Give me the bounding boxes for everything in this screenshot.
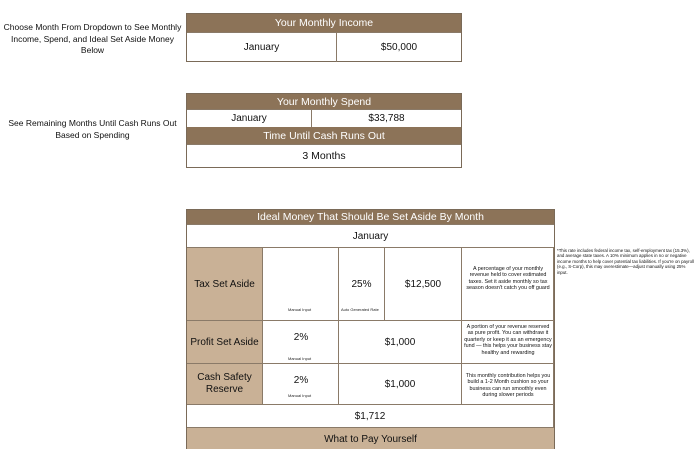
tax-description: A percentage of your monthly revenue held to cover estimated taxes. Set it aside monthly so tax season doesn't catch you off guard: [466, 266, 550, 292]
monthly-income-table: [186, 13, 462, 62]
pay-yourself-header: What to Pay Yourself: [187, 428, 554, 449]
profit-rate: 2%: [293, 331, 309, 343]
spend-month-select[interactable]: January: [187, 110, 312, 127]
monthly-income-title: Your Monthly Income: [187, 14, 461, 32]
choose-month-note: Choose Month From Dropdown to See Monthly Income, Spend, and Ideal Set Aside Money Below: [3, 22, 182, 55]
runway-title: Time Until Cash Runs Out: [187, 127, 461, 144]
tax-manual-input-label: Manual Input: [288, 307, 312, 312]
spend-amount: $33,788: [368, 113, 405, 124]
income-month-select[interactable]: January: [187, 33, 337, 62]
tax-rate-note: *This rate includes federal income tax, self-employment tax (15.3%), and average state taxes. A 10% minimum applies in no or negative income months to help cover potential tax liabilities. If you're on payroll (e.g., S-Corp), this may overestimate—adjust manually using 25% input.: [557, 248, 695, 275]
tax-rate: 25%: [339, 248, 385, 321]
cash-safety-reserve-label: Cash Safety Reserve: [187, 364, 263, 405]
income-amount: $50,000: [380, 42, 418, 53]
profit-manual-input-label: Manual Input: [288, 356, 312, 361]
runway-value: 3 Months: [302, 150, 346, 162]
tax-set-aside-label: Tax Set Aside: [187, 248, 263, 321]
cash-rate: 2%: [293, 374, 309, 386]
monthly-spend-title: Your Monthly Spend: [187, 94, 461, 109]
set-aside-table: [186, 209, 555, 449]
cash-manual-input-label: Manual Input: [288, 393, 312, 398]
monthly-spend-table: [186, 93, 462, 168]
remaining-months-note: See Remaining Months Until Cash Runs Out Based on Spending: [8, 118, 177, 140]
tax-auto-rate-label: Auto Generated Rate: [341, 307, 379, 312]
tax-amount: $12,500: [385, 248, 462, 321]
profit-description: A portion of your revenue reserved as pure profit. You can withdraw it quarterly or keep it as an emergency fund — this helps your business stay healthy and rewarding: [464, 324, 552, 356]
cash-description: This monthly contribution helps you build a 1-2 Month cushion so your business can run smoothly even during slower periods: [465, 373, 551, 399]
set-aside-month-select[interactable]: January: [187, 224, 554, 248]
profit-amount: $1,000: [339, 321, 462, 364]
cash-amount: $1,000: [339, 364, 462, 405]
set-aside-title: Ideal Money That Should Be Set Aside By Month: [187, 210, 554, 224]
profit-set-aside-label: Profit Set Aside: [187, 321, 263, 364]
set-aside-total: $1,712: [187, 405, 554, 428]
